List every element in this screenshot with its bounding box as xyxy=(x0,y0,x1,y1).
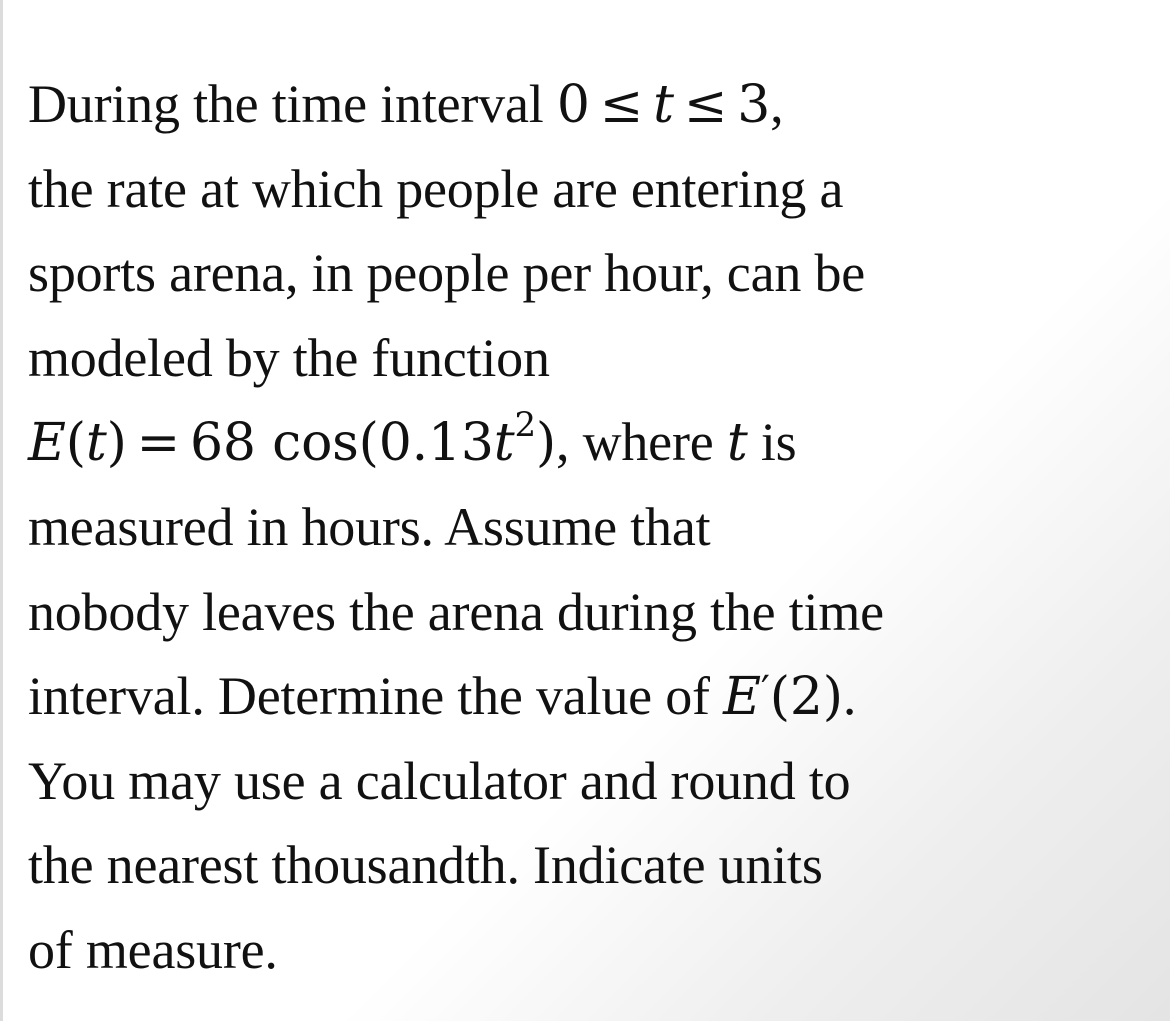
derivative-expression xyxy=(723,667,843,727)
interval-high: 3 xyxy=(737,75,771,135)
line5-text: , where xyxy=(555,412,727,473)
argument-coefficient: 0.13 xyxy=(378,413,494,474)
function-name: E xyxy=(723,667,761,728)
prime-symbol: ′ xyxy=(760,668,770,715)
open-paren: ( xyxy=(65,413,86,474)
function-name: E xyxy=(28,413,66,474)
problem-line-7: nobody leaves the arena during the time xyxy=(28,581,884,642)
interval-inequality xyxy=(557,75,770,135)
cos-operator: cos xyxy=(272,413,359,474)
left-border xyxy=(0,0,3,1021)
exponent: 2 xyxy=(514,405,536,446)
close-paren: ) xyxy=(535,413,556,474)
problem-line-8 xyxy=(28,654,1158,739)
line1-comma: , xyxy=(770,74,784,134)
problem-line-2: the rate at which people are entering a xyxy=(28,158,844,219)
line8-period: . xyxy=(842,666,857,727)
problem-line-4: modeled by the function xyxy=(28,327,550,388)
problem-line-11: of measure. xyxy=(28,919,278,980)
coefficient: 68 xyxy=(190,413,256,474)
problem-line-5 xyxy=(28,400,1158,485)
time-variable: t xyxy=(653,75,674,135)
problem-line-1 xyxy=(28,62,1158,147)
problem-line-6: measured in hours. Assume that xyxy=(28,496,711,557)
equals-sign: = xyxy=(136,413,181,474)
close-paren: ) xyxy=(106,413,127,474)
leq-symbol: ≤ xyxy=(683,75,728,135)
line5-text: is xyxy=(747,412,797,473)
open-paren: ( xyxy=(358,413,379,474)
leq-symbol: ≤ xyxy=(599,75,644,135)
rate-function-equation xyxy=(28,405,556,474)
time-variable: t xyxy=(726,413,748,474)
problem-line-10: the nearest thousandth. Indicate units xyxy=(28,835,823,896)
derivative-argument: 2 xyxy=(789,667,823,728)
problem-line-3: sports arena, in people per hour, can be xyxy=(28,243,866,304)
close-paren: ) xyxy=(822,667,843,728)
open-paren: ( xyxy=(769,667,790,728)
interval-low: 0 xyxy=(556,75,590,135)
line8-text: interval. Determine the value of xyxy=(28,666,724,727)
problem-statement xyxy=(28,62,1158,993)
line1-text: During the time interval xyxy=(28,74,557,134)
problem-line-9: You may use a calculator and round to xyxy=(28,750,851,811)
time-variable: t xyxy=(85,413,107,474)
time-variable: t xyxy=(493,413,515,474)
